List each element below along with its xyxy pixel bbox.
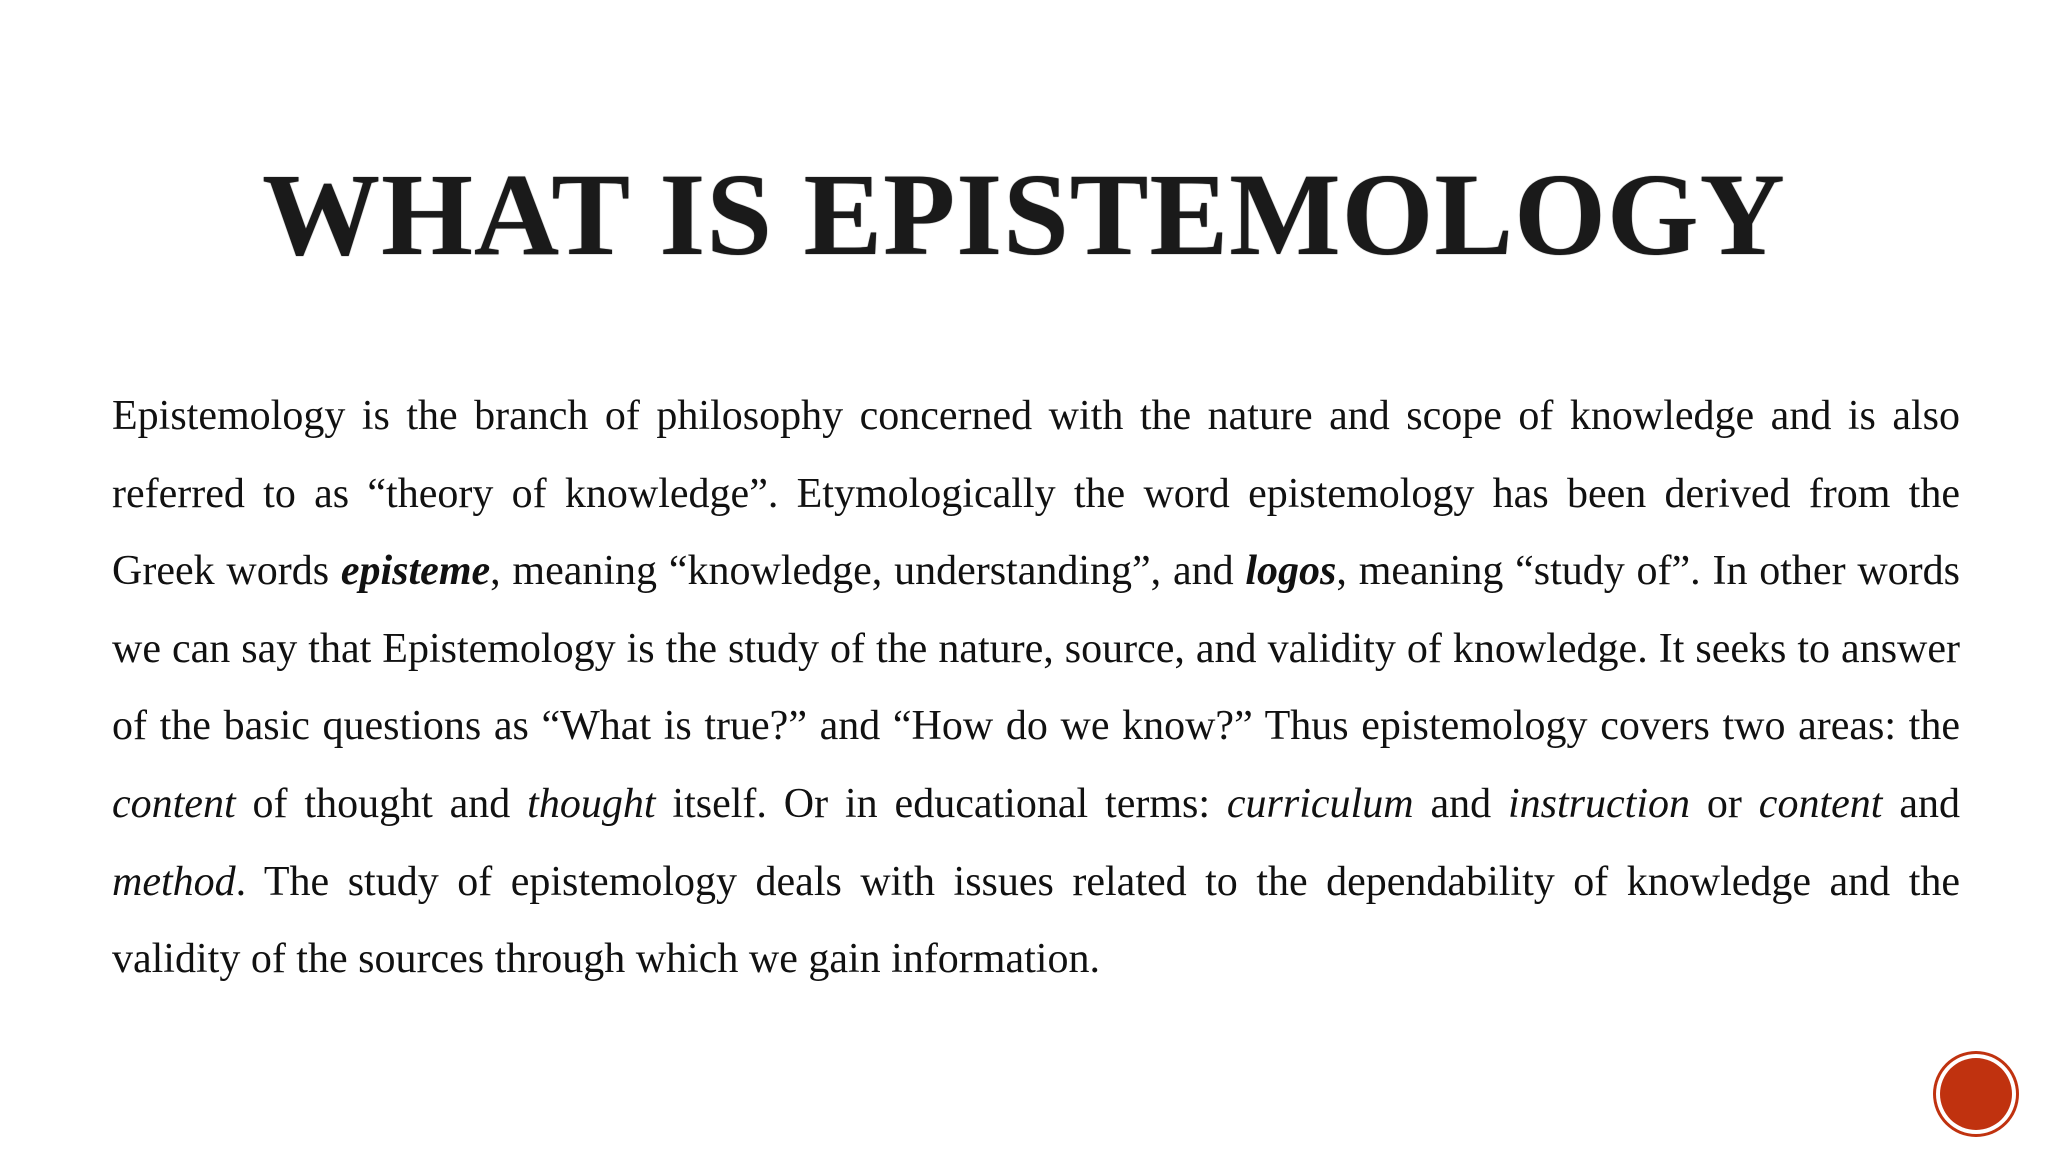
body-text: , meaning “knowledge, understanding”, and [490, 548, 1246, 595]
body-text: and [1413, 780, 1508, 827]
body-text: itself. Or in educational terms: [655, 780, 1227, 827]
term-instruction: instruction [1508, 780, 1691, 827]
body-text: . The study of epistemology deals with issues related to the dependability of knowledge and the validity of the sources through which we gain information. [112, 858, 1960, 983]
body-text: Epistemology is the branch of philosophy concerned with the nature and scope of knowledge and is also referred to as “theory of knowledge”. Etymologically the word epistemology has been derived from the Greek words [112, 393, 1960, 595]
term-logos: logos [1245, 548, 1337, 595]
term-method: method [112, 858, 236, 905]
body-text: , meaning “study of”. In other words we can say that Epistemology is the study of the nature, source, and validity of knowledge. It seeks to answer of the basic questions as “What is true?” and “How do we know?” Thus epistemology covers two areas: the [112, 548, 1961, 750]
term-thought: thought [527, 780, 656, 827]
term-content: content [112, 780, 236, 827]
body-text: of thought and [235, 780, 528, 827]
slide-body-paragraph [112, 378, 1960, 999]
slide-title: WHAT IS EPISTEMOLOGY [262, 149, 1786, 280]
body-text: and [1882, 780, 1960, 827]
term-episteme: episteme [340, 548, 491, 595]
body-text: or [1690, 780, 1759, 827]
term-curriculum: curriculum [1226, 780, 1414, 827]
term-content: content [1758, 780, 1883, 827]
circle-nav-icon[interactable] [1940, 1058, 2012, 1130]
